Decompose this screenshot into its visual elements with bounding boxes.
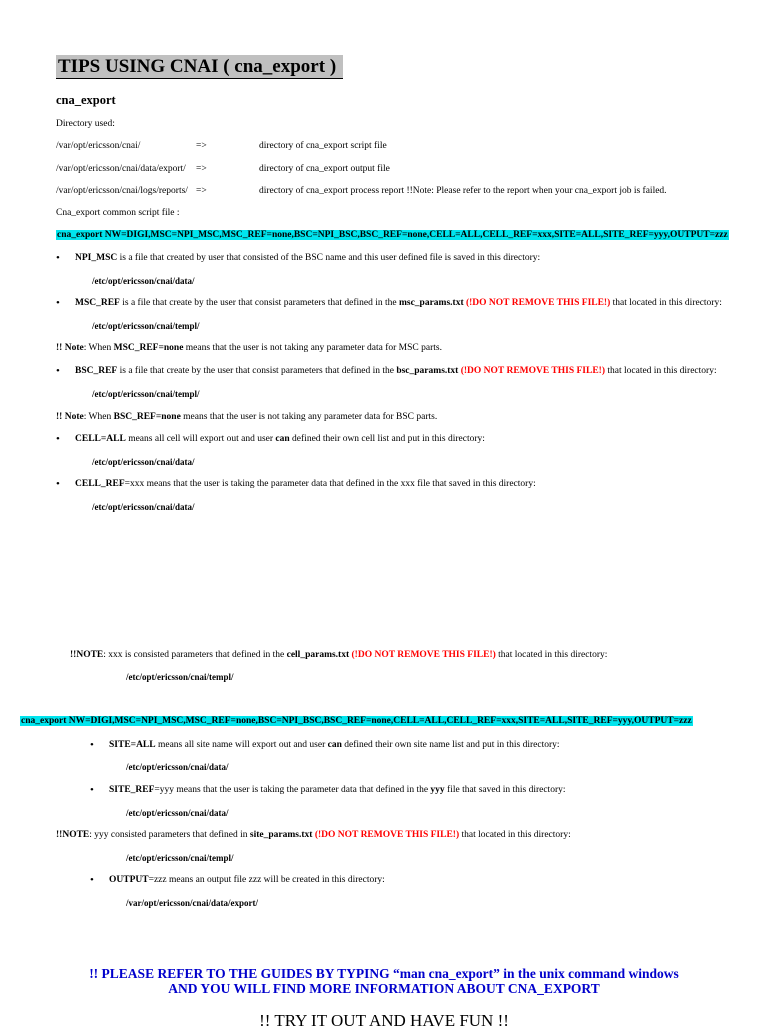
note-prefix: !!NOTE	[70, 650, 104, 660]
bullet-site-all	[109, 740, 560, 750]
note-warning: (!DO NOT REMOVE THIS FILE!)	[349, 650, 496, 660]
site-ref-yyy: yyy	[430, 785, 445, 795]
note-text1: : yyy consisted parameters that defined in	[89, 830, 250, 840]
note-text2: that located in this directory:	[495, 650, 608, 660]
bullet-npi-msc	[75, 253, 540, 263]
note-text1: : When	[83, 412, 114, 422]
bullet-output	[109, 875, 385, 885]
site-all-text2: defined their own site name list and put in this directory:	[341, 740, 560, 750]
note-bsc	[56, 412, 437, 422]
section-subtitle: cna_export	[56, 93, 116, 107]
command-line: cna_export NW=DIGI,MSC=NPI_MSC,MSC_REF=none,BSC=NPI_BSC,BSC_REF=none,CELL=ALL,CELL_REF=xxx,SITE=ALL,SITE_REF=yyy,OUTPUT=zzz	[57, 230, 728, 240]
note-prefix: !!	[56, 343, 65, 353]
note-label: Note	[64, 343, 84, 353]
dir-arrow: =>	[196, 164, 207, 174]
note-key: BSC_REF=none	[113, 412, 181, 422]
note-text2: means that the user is not taking any parameter data for MSC parts.	[183, 343, 442, 353]
dir-path: /var/opt/ericsson/cnai/data/export/	[56, 164, 186, 174]
bsc-ref-key: BSC_REF	[75, 366, 118, 376]
msc-ref-path: /etc/opt/ericsson/cnai/templ/	[92, 321, 200, 331]
msc-ref-text2: that located in this directory:	[610, 298, 722, 308]
dir-arrow: =>	[196, 186, 207, 196]
site-all-text1: means all site name will export out and user	[155, 740, 328, 750]
site-all-can: can	[327, 740, 342, 750]
note-text1: : When	[83, 343, 114, 353]
note-text1: : xxx is consisted parameters that defined in the	[103, 650, 287, 660]
site-ref-key: SITE_REF	[109, 785, 155, 795]
npi-msc-path: /etc/opt/ericsson/cnai/data/	[92, 276, 195, 286]
bullet-msc-ref	[75, 298, 722, 308]
directory-used-label: Directory used:	[56, 119, 115, 129]
note-file: cell_params.txt	[286, 650, 350, 660]
note-file: site_params.txt	[249, 830, 313, 840]
bsc-ref-path: /etc/opt/ericsson/cnai/templ/	[92, 389, 200, 399]
cell-all-can: can	[275, 434, 290, 444]
cell-all-key: CELL=ALL	[75, 434, 126, 444]
bullet-site-ref	[109, 785, 566, 795]
dir-desc: directory of cna_export script file	[259, 141, 387, 151]
guide-line-1: !! PLEASE REFER TO THE GUIDES BY TYPING “man cna_export” in the unix command windows	[89, 966, 679, 981]
site-ref-text2: file that saved in this directory:	[444, 785, 566, 795]
dir-path: /var/opt/ericsson/cnai/logs/reports/	[56, 186, 188, 196]
output-key: OUTPUT	[109, 875, 149, 885]
note-xxx-path: /etc/opt/ericsson/cnai/templ/	[126, 672, 234, 682]
note-msc	[56, 343, 442, 353]
dir-desc: directory of cna_export output file	[259, 164, 390, 174]
cell-ref-path: /etc/opt/ericsson/cnai/data/	[92, 502, 195, 512]
bsc-ref-warning: (!DO NOT REMOVE THIS FILE!)	[458, 366, 605, 376]
cell-all-path: /etc/opt/ericsson/cnai/data/	[92, 457, 195, 467]
cell-all-text2: defined their own cell list and put in this directory:	[289, 434, 485, 444]
note-prefix: !!NOTE	[56, 830, 90, 840]
site-all-path: /etc/opt/ericsson/cnai/data/	[126, 762, 229, 772]
cell-all-text1: means all cell will export out and user	[125, 434, 276, 444]
dir-desc: directory of cna_export process report !!Note: Please refer to the report when your cna_export job is failed.	[259, 186, 667, 196]
bullet-cell-ref	[75, 479, 536, 489]
site-ref-path: /etc/opt/ericsson/cnai/data/	[126, 808, 229, 818]
note-yyy	[56, 830, 571, 840]
bsc-ref-text1: is a file that create by the user that consist parameters that defined in the	[117, 366, 397, 376]
bullet-cell-all	[75, 434, 485, 444]
closing-line: !! TRY IT OUT AND HAVE FUN !!	[259, 1011, 509, 1030]
note-key: MSC_REF=none	[113, 343, 184, 353]
note-text2: means that the user is not taking any parameter data for BSC parts.	[180, 412, 438, 422]
site-ref-text1: =yyy means that the user is taking the parameter data that defined in the	[154, 785, 431, 795]
msc-ref-text1: is a file that create by the user that consist parameters that defined in the	[119, 298, 399, 308]
note-yyy-path: /etc/opt/ericsson/cnai/templ/	[126, 853, 234, 863]
note-warning: (!DO NOT REMOVE THIS FILE!)	[312, 830, 460, 840]
note-label: Note	[64, 412, 84, 422]
note-text2: that located in this directory:	[459, 830, 571, 840]
guide-line-2: AND YOU WILL FIND MORE INFORMATION ABOUT CNA_EXPORT	[168, 981, 600, 996]
msc-ref-file: msc_params.txt	[398, 298, 464, 308]
output-path: /var/opt/ericsson/cnai/data/export/	[126, 898, 258, 908]
bullet-bsc-ref	[75, 366, 717, 376]
cell-ref-text: =xxx means that the user is taking the parameter data that defined in the xxx file that saved in this directory:	[124, 479, 536, 489]
site-all-key: SITE=ALL	[109, 740, 156, 750]
msc-ref-warning: (!DO NOT REMOVE THIS FILE!)	[463, 298, 611, 308]
dir-arrow: =>	[196, 141, 207, 151]
note-prefix: !!	[56, 412, 65, 422]
command-line-2: cna_export NW=DIGI,MSC=NPI_MSC,MSC_REF=none,BSC=NPI_BSC,BSC_REF=none,CELL=ALL,CELL_REF=xxx,SITE=ALL,SITE_REF=yyy,OUTPUT=zzz	[21, 716, 692, 726]
npi-msc-key: NPI_MSC	[75, 253, 118, 263]
msc-ref-key: MSC_REF	[75, 298, 120, 308]
page-title: TIPS USING CNAI ( cna_export )	[56, 55, 343, 79]
bsc-ref-file: bsc_params.txt	[396, 366, 459, 376]
bsc-ref-text2: that located in this directory:	[605, 366, 717, 376]
common-script-label: Cna_export common script file :	[56, 208, 180, 218]
dir-path: /var/opt/ericsson/cnai/	[56, 141, 141, 151]
cell-ref-key: CELL_REF	[75, 479, 125, 489]
output-text: =zzz means an output file zzz will be created in this directory:	[148, 875, 385, 885]
note-xxx	[70, 650, 607, 660]
npi-msc-text: is a file that created by user that consisted of the BSC name and this user defined file is saved in this directory:	[117, 253, 541, 263]
